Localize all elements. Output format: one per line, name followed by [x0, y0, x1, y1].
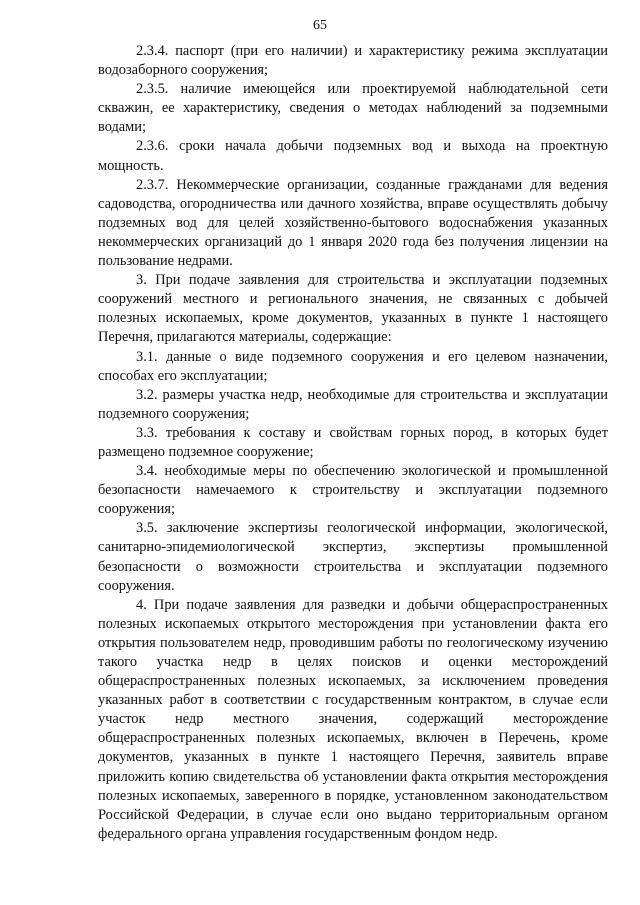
paragraph-3-5: 3.5. заключение экспертизы геологической информации, экологической, санитарно-эпидемиологической экспертиз, экспертизы промышленной безопасности о возможности строительства и эксплуатации подземного сооружения.	[98, 520, 608, 594]
body-text	[98, 42, 608, 844]
paragraph-2-3-6: 2.3.6. сроки начала добычи подземных вод и выхода на проектную мощность.	[98, 138, 608, 174]
paragraph-3-2: 3.2. размеры участка недр, необходимые для строительства и эксплуатации подземного сооружения;	[98, 386, 608, 422]
paragraph-2-3-7: 2.3.7. Некоммерческие организации, созданные гражданами для ведения садоводства, огородничества или дачного хозяйства, вправе осуществлять добычу подземных вод для целей хозяйственно-бытового водоснабжения указанных некоммерческих организаций до 1 января 2020 года без получения лицензии на пользование недрами.	[98, 176, 608, 270]
paragraph-4: 4. При подаче заявления для разведки и добычи общераспространенных полезных ископаемых открытого месторождения при установлении факта его открытия пользователем недр, проводившим работы по геологическому изучению такого участка недр в целях поисков и оценки месторождений общераспространенных полезных ископаемых, за исключением проведения указанных работ в соответствии с государственным контрактом, в случае если участок недр местного значения, содержащий месторождение общераспространенных полезных ископаемых, включен в Перечень, кроме документов, указанных в пункте 1 настоящего Перечня, заявитель вправе приложить копию свидетельства об установлении факта открытия месторождения полезных ископаемых, заверенного в порядке, установленном законодательством Российской Федерации, в случае если оно выдано территориальным органом федерального органа управления государственным фондом недр.	[98, 596, 608, 842]
paragraph-3-3: 3.3. требования к составу и свойствам горных пород, в которых будет размещено подземное сооружение;	[98, 424, 608, 460]
paragraph-2-3-4: 2.3.4. паспорт (при его наличии) и характеристику режима эксплуатации водозаборного сооружения;	[98, 43, 608, 79]
paragraph-2-3-5: 2.3.5. наличие имеющейся или проектируемой наблюдательной сети скважин, ее характеристику, сведения о методах наблюдений за подземными водами;	[98, 81, 608, 136]
page-number: 65	[313, 18, 327, 33]
paragraph-3-1: 3.1. данные о виде подземного сооружения и его целевом назначении, способах его эксплуатации;	[98, 348, 608, 384]
paragraph-3-4: 3.4. необходимые меры по обеспечению экологической и промышленной безопасности намечаемого к строительству и эксплуатации подземного сооружения;	[98, 463, 608, 518]
paragraph-3: 3. При подаче заявления для строительства и эксплуатации подземных сооружений местного и регионального значения, не связанных с добычей полезных ископаемых, кроме документов, указанных в пункте 1 настоящего Перечня, прилагаются материалы, содержащие:	[98, 272, 608, 346]
